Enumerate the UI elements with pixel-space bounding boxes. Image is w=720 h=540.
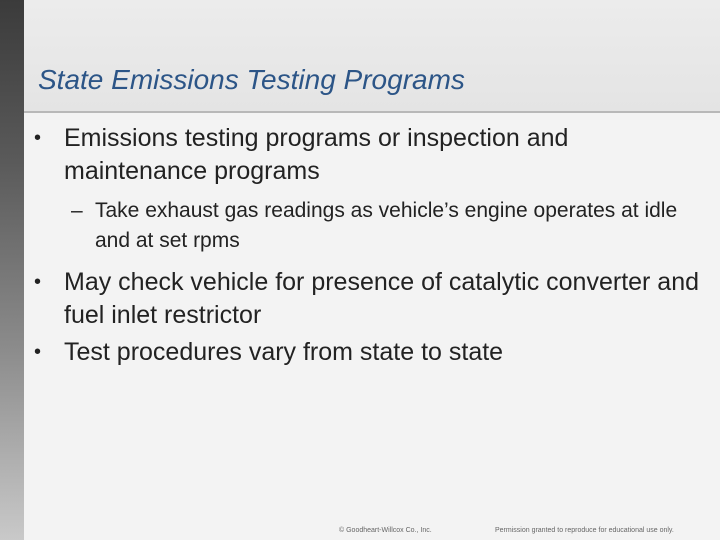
subbullet-item: [24, 196, 704, 256]
copyright-footer: © Goodheart-Willcox Co., Inc.: [339, 527, 432, 534]
subbullet-marker: –: [71, 199, 83, 222]
bullet-item: [24, 336, 704, 369]
subbullet-text: Take exhaust gas readings as vehicle’s engine operates at idle and at set rpms: [95, 199, 678, 252]
bullet-marker: •: [34, 127, 42, 149]
bullet-item: [24, 122, 704, 188]
slide-title: State Emissions Testing Programs: [38, 64, 465, 95]
title-divider: [24, 111, 720, 113]
bullet-marker: •: [34, 341, 42, 363]
bullet-text: Emissions testing programs or inspection and maintenance programs: [64, 124, 569, 185]
left-accent-bar: [0, 0, 24, 540]
bullet-marker: •: [34, 271, 42, 293]
bullet-item: [24, 266, 704, 332]
bullet-text: Test procedures vary from state to state: [64, 338, 504, 366]
bullet-text: May check vehicle for presence of catalytic converter and fuel inlet restrictor: [64, 268, 700, 329]
permission-footer: Permission granted to reproduce for educational use only.: [495, 527, 674, 534]
slide-content: [24, 122, 704, 369]
